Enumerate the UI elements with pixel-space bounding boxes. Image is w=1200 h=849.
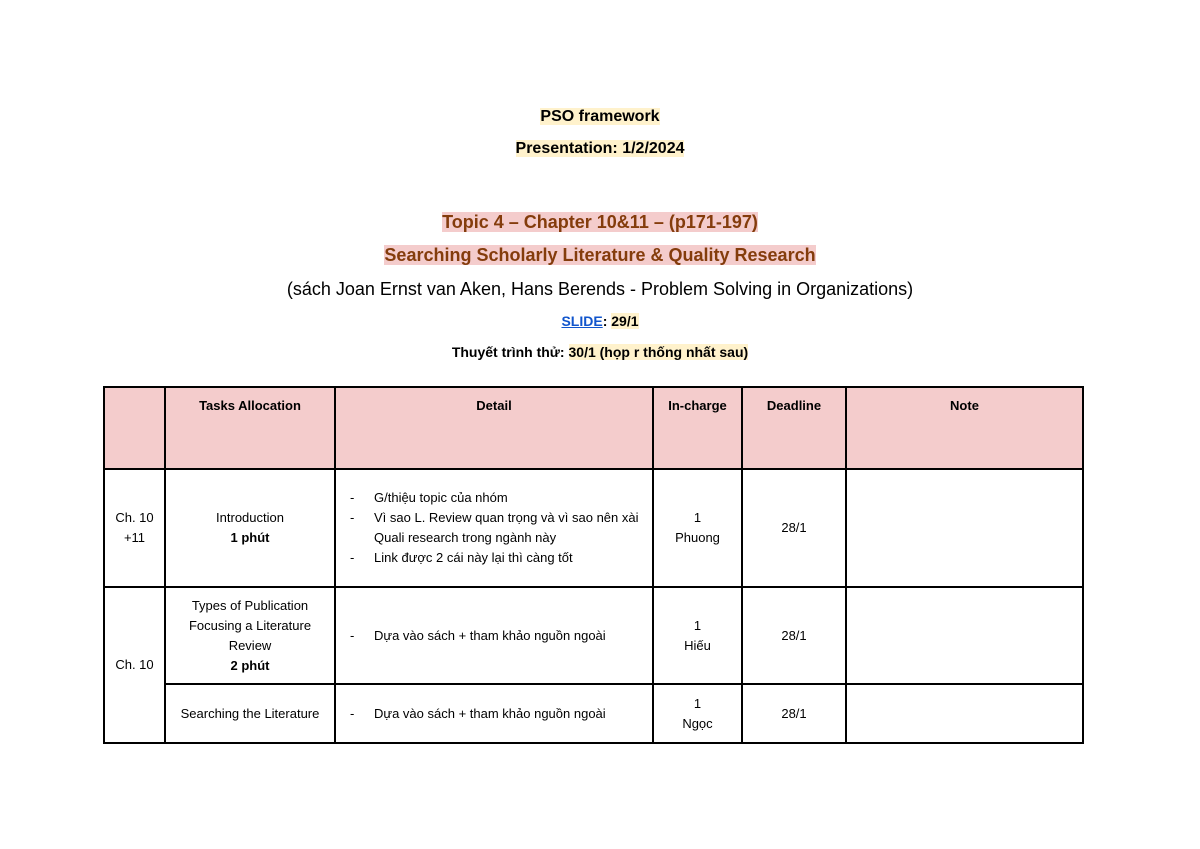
slide-separator: : <box>602 313 608 329</box>
framework-title: PSO framework <box>540 108 660 125</box>
slide-link[interactable]: SLIDE <box>561 313 603 329</box>
in-charge-cell <box>653 587 742 684</box>
in-charge-count: 1 <box>693 510 702 525</box>
note-cell <box>846 587 1083 684</box>
in-charge-cell <box>653 469 742 587</box>
header-note: Note <box>846 387 1083 469</box>
task-cell <box>165 587 335 684</box>
task-cell <box>165 469 335 587</box>
chapter-cell <box>104 469 165 587</box>
in-charge-count: 1 <box>693 695 702 711</box>
trial-label: Thuyết trình thử: <box>451 344 565 360</box>
task-name: Searching the Literature <box>180 705 320 721</box>
task-duration: 2 phút <box>230 657 270 673</box>
detail-item: - Dựa vào sách + tham khảo nguồn ngoài <box>342 704 646 724</box>
table-header-row <box>104 387 1083 469</box>
topic-title: Topic 4 – Chapter 10&11 – (p171-197) <box>442 212 758 232</box>
task-name: Focusing a Literature Review <box>188 617 312 653</box>
table-row <box>104 469 1083 587</box>
subtitle-line <box>0 240 1200 270</box>
in-charge-count: 1 <box>693 617 702 633</box>
detail-cell <box>335 587 653 684</box>
detail-list <box>342 626 646 646</box>
note-cell <box>846 469 1083 587</box>
in-charge-person: Ngọc <box>682 715 713 731</box>
book-line <box>0 274 1200 304</box>
task-name: Types of Publication <box>191 597 309 613</box>
topic-subtitle: Searching Scholarly Literature & Quality Research <box>384 245 816 265</box>
trial-value: 30/1 (họp r thống nhất sau) <box>568 344 749 360</box>
chapter-line: Ch. 10 <box>115 510 154 525</box>
task-cell <box>165 684 335 743</box>
detail-item: - Link được 2 cái này lại thì càng tốt <box>342 548 646 568</box>
in-charge-cell <box>653 684 742 743</box>
detail-item: - Dựa vào sách + tham khảo nguồn ngoài <box>342 626 646 646</box>
slide-date: 29/1 <box>611 313 639 329</box>
slide-line <box>0 309 1200 333</box>
framework-line <box>0 103 1200 131</box>
trial-line <box>0 340 1200 364</box>
task-allocation-table <box>103 386 1084 744</box>
book-reference: (sách Joan Ernst van Aken, Hans Berends - Problem Solving in Organizations) <box>286 279 914 299</box>
note-cell <box>846 684 1083 743</box>
detail-item: - G/thiệu topic của nhóm <box>342 488 646 508</box>
header-chapter <box>104 387 165 469</box>
detail-cell <box>335 684 653 743</box>
in-charge-person: Phuong <box>675 530 720 545</box>
in-charge-person: Hiếu <box>684 637 711 653</box>
chapter-cell <box>104 587 165 743</box>
detail-item: - Vì sao L. Review quan trọng và vì sao nên xài Quali research trong ngành này <box>342 508 646 548</box>
presentation-date: Presentation: 1/2/2024 <box>515 140 685 157</box>
chapter-line: Ch. 10 <box>115 657 154 672</box>
detail-list <box>342 704 646 724</box>
deadline-cell: 28/1 <box>742 587 846 684</box>
header-tasks: Tasks Allocation <box>165 387 335 469</box>
task-name: Introduction <box>216 510 284 525</box>
topic-line <box>0 207 1200 237</box>
chapter-line: +11 <box>123 530 146 545</box>
presentation-line <box>0 135 1200 163</box>
detail-list <box>342 488 646 568</box>
header-deadline: Deadline <box>742 387 846 469</box>
table-row <box>104 587 1083 684</box>
header-detail: Detail <box>335 387 653 469</box>
document-header <box>0 103 1200 364</box>
deadline-cell: 28/1 <box>742 684 846 743</box>
header-in-charge: In-charge <box>653 387 742 469</box>
detail-cell <box>335 469 653 587</box>
task-duration: 1 phút <box>230 530 270 545</box>
deadline-cell: 28/1 <box>742 469 846 587</box>
table-row <box>104 684 1083 743</box>
